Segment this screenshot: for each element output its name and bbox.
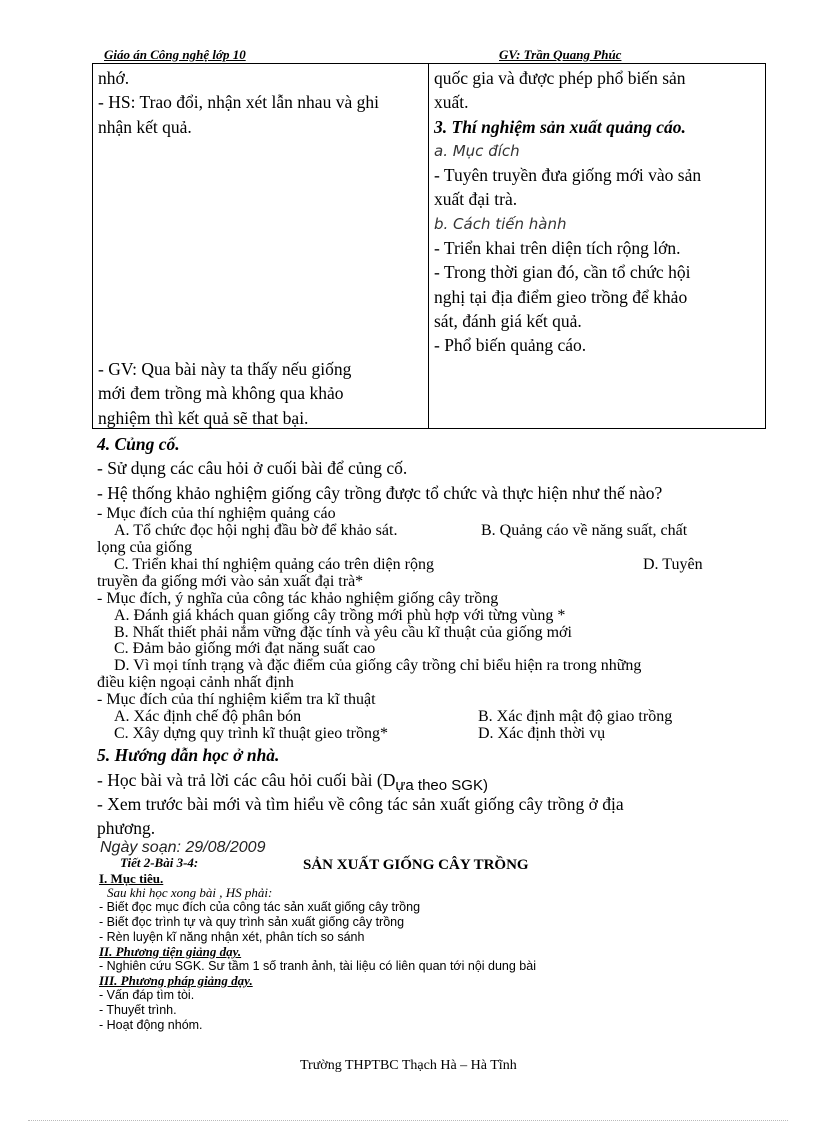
left-line-2: - HS: Trao đổi, nhận xét lẫn nhau và ghi — [98, 92, 379, 113]
right-line-8: - Triển khai trên diện tích rộng lớn. — [434, 238, 681, 259]
section-5-title: 5. Hướng dẫn học ở nhà. — [97, 745, 280, 765]
method-2: - Thuyết trình. — [99, 1003, 177, 1017]
section-ii-title — [99, 944, 241, 960]
heading-advertising-experiment: 3. Thí nghiệm sản xuất quảng cáo. — [434, 116, 686, 137]
section-4-line-2: - Hệ thống khảo nghiệm giống cây trồng được tổ chức và thực hiện như thế nào? — [97, 483, 663, 503]
section-i-intro: Sau khi học xong bài , HS phải: — [107, 885, 273, 900]
left-line-6: nghiệm thì kết quả sẽ that bại. — [98, 407, 309, 428]
section-5-line-2: - Xem trước bài mới và tìm hiểu về công tác sản xuất giống cây trồng ở địa — [97, 794, 624, 814]
objective-2: - Biết đọc trình tự và quy trình sản xuất giống cây trồng — [99, 915, 405, 929]
subheading-purpose: a. Mục đích — [434, 141, 520, 160]
lesson-title: SẢN XUẤT GIỐNG CÂY TRỒNG — [303, 857, 529, 873]
quiz-q1-d-cont: truyền đa giống mới vào sản xuất đại trà* — [97, 573, 364, 590]
section-4-line-1: - Sử dụng các câu hỏi ở cuối bài để củng cố. — [97, 458, 408, 478]
materials-1: - Nghiên cứu SGK. Sư tầm 1 số tranh ảnh, tài liệu có liên quan tới nội dung bài — [99, 959, 536, 973]
right-line-2: xuất. — [434, 92, 469, 113]
quiz-q2-b: B. Nhất thiết phải nắm vững đặc tính và yêu cầu kĩ thuật của giống mới — [114, 624, 572, 641]
quiz-q1-c: C. Triển khai thí nghiệm quảng cáo trên diện rộng — [114, 556, 434, 573]
right-line-10: nghị tại địa điểm gieo trồng để khảo — [434, 286, 688, 307]
method-3: - Hoạt động nhóm. — [99, 1018, 203, 1032]
section-i-label: I. Mục tiêu. — [99, 871, 164, 886]
header-left: Giáo án Công nghệ lớp 10 — [104, 47, 246, 62]
section-ii-label: II. Phương tiện giảng dạy. — [99, 944, 242, 959]
objective-1: - Biết đọc mục đích của công tác sản xuất giống cây trồng — [99, 900, 421, 914]
left-line-5: mới đem trồng mà không qua khảo — [98, 383, 344, 404]
page-bottom-rule — [28, 1120, 788, 1121]
left-line-3: nhận kết quả. — [98, 116, 192, 137]
subheading-procedure: b. Cách tiến hành — [434, 214, 567, 233]
footer-school: Trường THPTBC Thạch Hà – Hà Tĩnh — [300, 1058, 517, 1073]
quiz-q3-c: C. Xây dựng quy trình kĩ thuật gieo trồng* — [114, 725, 388, 742]
quiz-q1-b: B. Quảng cáo về năng suất, chất — [481, 522, 688, 539]
header-right: GV: Trần Quang Phúc — [499, 47, 622, 62]
teacher-student-activity-cell — [93, 64, 429, 429]
section-4-title: 4. Củng cố. — [97, 434, 180, 454]
right-line-6: xuất đại trà. — [434, 189, 518, 210]
prep-date: Ngày soạn: 29/08/2009 — [100, 839, 266, 856]
section-iii-label: III. Phương pháp giảng dạy. — [99, 973, 253, 988]
quiz-q1: - Mục đích của thí nghiệm quảng cáo — [97, 505, 336, 522]
right-line-9: - Trong thời gian đó, cần tổ chức hội — [434, 262, 691, 283]
quiz-q3: - Mục đích của thí nghiệm kiểm tra kĩ thuật — [97, 691, 376, 708]
quiz-q1-a: A. Tổ chức đọc hội nghị đầu bờ để khảo sát. — [114, 522, 398, 539]
left-line-4: - GV: Qua bài này ta thấy nếu giống — [98, 359, 352, 379]
content-cell — [429, 64, 766, 429]
right-line-11: sát, đánh giá kết quả. — [434, 310, 582, 331]
section-5-line-1-tail: ựa theo SGK) — [395, 777, 488, 794]
quiz-q1-d: D. Tuyên — [643, 556, 703, 573]
quiz-q3-b: B. Xác định mật độ giao trồng — [478, 708, 673, 725]
quiz-q3-a: A. Xác định chế độ phân bón — [114, 708, 302, 725]
right-line-12: - Phổ biến quảng cáo. — [434, 335, 587, 356]
lesson-number: Tiết 2-Bài 3-4: — [120, 855, 199, 870]
quiz-q2-a: A. Đánh giá khách quan giống cây trồng mới phù hợp với từng vùng * — [114, 607, 566, 624]
section-5-line-1 — [97, 770, 488, 794]
objective-3: - Rèn luyện kĩ năng nhận xét, phân tích so sánh — [99, 930, 365, 944]
quiz-q2-c: C. Đảm bảo giống mới đạt năng suất cao — [114, 640, 376, 657]
section-5-line-1-main: - Học bài và trả lời các câu hỏi cuối bài (D — [97, 770, 396, 790]
quiz-q2-d: D. Vì mọi tính trạng và đặc điểm của giống cây trồng chỉ biểu hiện ra trong những — [114, 657, 642, 674]
section-5-line-3: phương. — [97, 818, 156, 838]
quiz-q2-d-cont: điều kiện ngoại cảnh nhất định — [97, 674, 294, 691]
method-1: - Vấn đáp tìm tòi. — [99, 988, 195, 1002]
right-line-5: - Tuyên truyền đưa giống mới vào sản — [434, 165, 702, 186]
left-line-1: nhớ. — [98, 68, 130, 88]
quiz-q1-b-cont: lọng của giống — [97, 539, 193, 556]
section-iii-title — [99, 973, 253, 989]
right-line-1: quốc gia và được phép phổ biến sản — [434, 68, 686, 88]
quiz-q3-d: D. Xác định thời vụ — [478, 725, 606, 742]
quiz-q2: - Mục đích, ý nghĩa của công tác khảo nghiệm giống cây trồng — [97, 590, 499, 607]
lesson-table — [92, 63, 766, 429]
